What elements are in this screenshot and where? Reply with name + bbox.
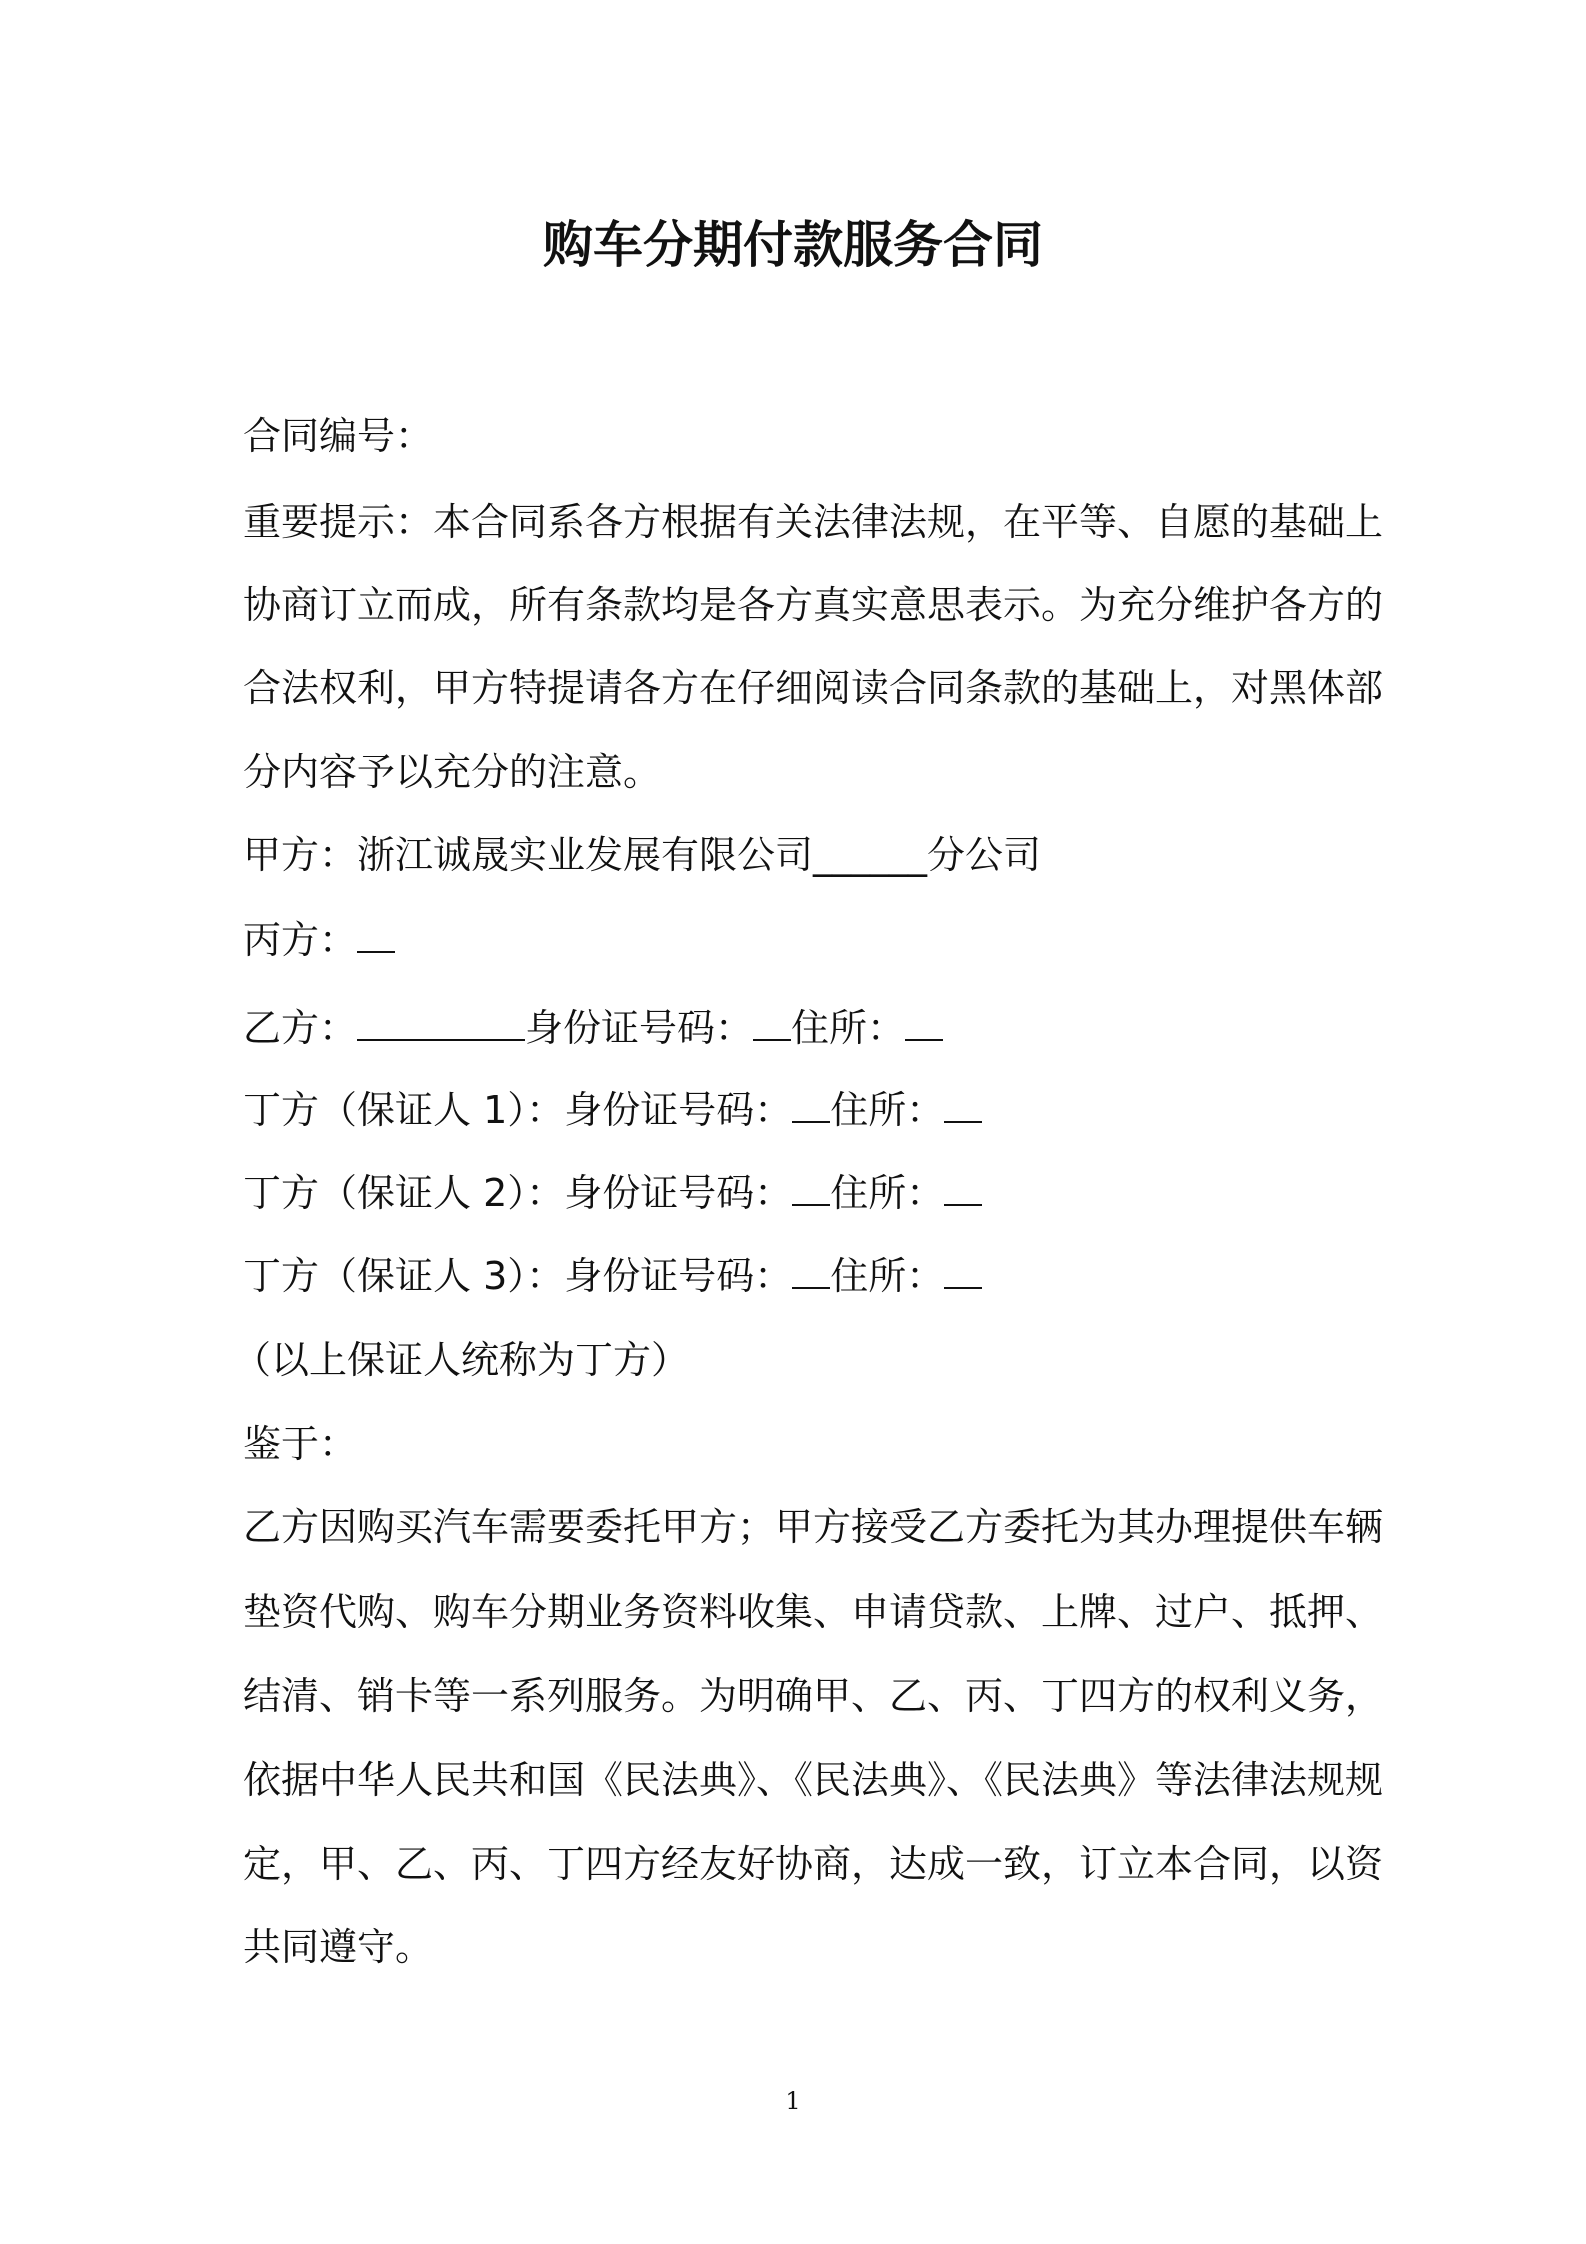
guarantor-label: 丁方（保证人 1）：身份证号码： [243,1088,793,1132]
notice-line: 分内容予以充分的注意。 [243,750,662,794]
guarantor-label: 丁方（保证人 2）：身份证号码： [243,1171,793,1215]
party-a-blank: ______ [813,833,928,877]
party-b-line [243,998,943,1058]
guarantor-address-label: 住所： [830,1254,945,1298]
party-a-suffix: 分公司 [927,833,1042,877]
guarantor-line [243,1080,982,1140]
guarantor-id-blank [792,1203,830,1206]
notice-line: 重要提示：本合同系各方根据有关法律法规，在平等、自愿的基础上 [243,500,1384,544]
whereas-line: 依据中华人民共和国《民法典》、《民法典》、《民法典》等法律法规规 [243,1758,1384,1802]
guarantor-address-label: 住所： [830,1171,945,1215]
party-a-prefix: 甲方：浙江诚晟实业发展有限公司 [243,833,814,877]
party-b-prefix: 乙方： [243,1006,358,1050]
guarantor-note: （以上保证人统称为丁方） [233,1338,690,1382]
whereas-line: 定，甲、乙、丙、丁四方经友好协商，达成一致，订立本合同，以资 [243,1842,1384,1886]
whereas-line: 结清、销卡等一系列服务。为明确甲、乙、丙、丁四方的权利义务， [243,1674,1384,1718]
notice-line: 协商订立而成，所有条款均是各方真实意思表示。为充分维护各方的 [243,583,1384,627]
party-b-id-blank [753,1038,791,1041]
whereas-line: 垫资代购、购车分期业务资料收集、申请贷款、上牌、过户、抵押、 [243,1590,1384,1634]
party-b-address-label: 住所： [791,1006,906,1050]
contract-number-label: 合同编号： [243,414,434,458]
party-c-line [243,910,395,970]
guarantor-address-blank [944,1286,982,1289]
guarantor-id-blank [792,1120,830,1123]
party-b-name-blank [357,1038,525,1041]
page-number: 1 [785,2087,801,2115]
guarantor-label: 丁方（保证人 3）：身份证号码： [243,1254,793,1298]
guarantor-id-blank [792,1286,830,1289]
notice-line: 合法权利，甲方特提请各方在仔细阅读合同条款的基础上，对黑体部 [243,666,1384,710]
guarantor-address-blank [944,1203,982,1206]
guarantor-line [243,1246,982,1306]
guarantor-address-label: 住所： [830,1088,945,1132]
party-c-blank [357,950,395,953]
whereas-line: 乙方因购买汽车需要委托甲方；甲方接受乙方委托为其办理提供车辆 [243,1505,1384,1549]
party-b-address-blank [905,1038,943,1041]
whereas-line: 共同遵守。 [243,1925,434,1969]
guarantor-address-blank [944,1120,982,1123]
party-a-line [243,825,1041,885]
document-title: 购车分期付款服务合同 [543,216,1043,274]
party-c-label: 丙方： [243,918,358,962]
guarantor-line [243,1163,982,1223]
party-b-id-label: 身份证号码： [525,1006,754,1050]
whereas-label: 鉴于： [243,1422,358,1466]
